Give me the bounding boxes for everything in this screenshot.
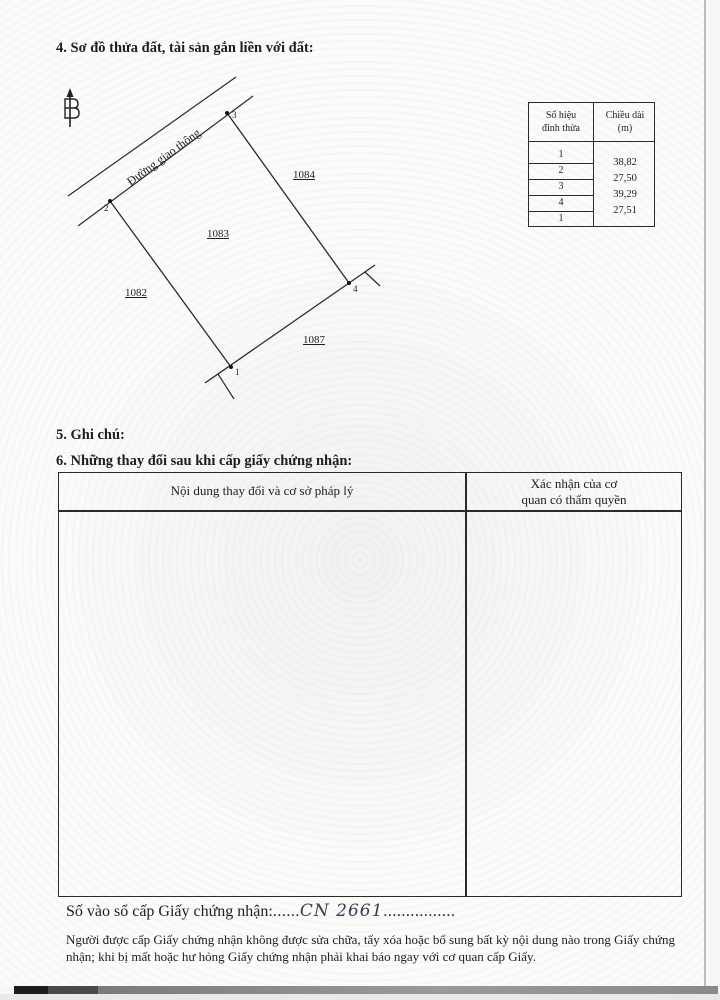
length-cell: 27,51 <box>613 205 637 216</box>
section-4-title: 4. Sơ đồ thửa đất, tài sản gắn liền với đất: <box>56 40 314 56</box>
vertex-cell: 4 <box>558 197 564 208</box>
changes-table <box>58 472 682 897</box>
registry-number-line: Số vào sổ cấp Giấy chứng nhận:......CN 2661................ <box>66 901 456 921</box>
north-arrow-icon <box>65 88 79 127</box>
road-label: Đường giao thông <box>124 125 204 189</box>
registry-number-value: CN 2661 <box>299 901 384 921</box>
plot-1087-label: 1087 <box>303 334 325 346</box>
section-5-title: 5. Ghi chú: <box>56 427 125 443</box>
length-cell: 27,50 <box>613 173 637 184</box>
notice-text: Người được cấp Giấy chứng nhận không được sửa chữa, tẩy xóa hoặc bổ sung bất kỳ nội dung nào trong Giấy chứng nhận; khi bị mất hoặc hư hỏng Giấy chứng nhận phải khai báo ngay với cơ quan cấp Giấy. <box>66 932 675 964</box>
vertex-2-label: 2 <box>104 203 109 213</box>
vertex-cell: 1 <box>558 213 564 224</box>
header-vertex: Số hiệu đỉnh thửa <box>542 110 580 134</box>
header-change-content: Nội dung thay đổi và cơ sở pháp lý <box>170 483 354 498</box>
page-bottom-edge <box>14 986 718 994</box>
authority-confirmation-cell <box>467 512 681 896</box>
plot-1084-label: 1084 <box>293 169 315 181</box>
vertex-1-label: 1 <box>235 367 240 377</box>
vertex-3-label: 3 <box>232 110 237 120</box>
plot-1083-label: 1083 <box>207 228 229 240</box>
vertex-cell: 1 <box>558 149 564 160</box>
length-cell: 38,82 <box>613 157 637 168</box>
plot-1082-label: 1082 <box>125 287 147 299</box>
registry-label: Số vào sổ cấp Giấy chứng nhận: <box>66 903 273 920</box>
vertex-cell: 3 <box>558 181 564 192</box>
vertex-cell: 2 <box>558 165 564 176</box>
edge-2-1 <box>110 201 231 367</box>
change-content-cell <box>59 512 465 896</box>
header-authority-confirmation: Xác nhận của cơ quan có thẩm quyền <box>521 476 627 507</box>
section-6-title: 6. Những thay đổi sau khi cấp giấy chứng nhận: <box>56 453 353 469</box>
edge-3-4 <box>227 113 349 283</box>
length-cell: 39,29 <box>613 189 637 200</box>
road-outer-edge <box>68 77 236 196</box>
edge-length-table <box>528 102 655 227</box>
vertex-4-label: 4 <box>353 284 358 294</box>
header-length: Chiều dài (m) <box>605 110 645 134</box>
